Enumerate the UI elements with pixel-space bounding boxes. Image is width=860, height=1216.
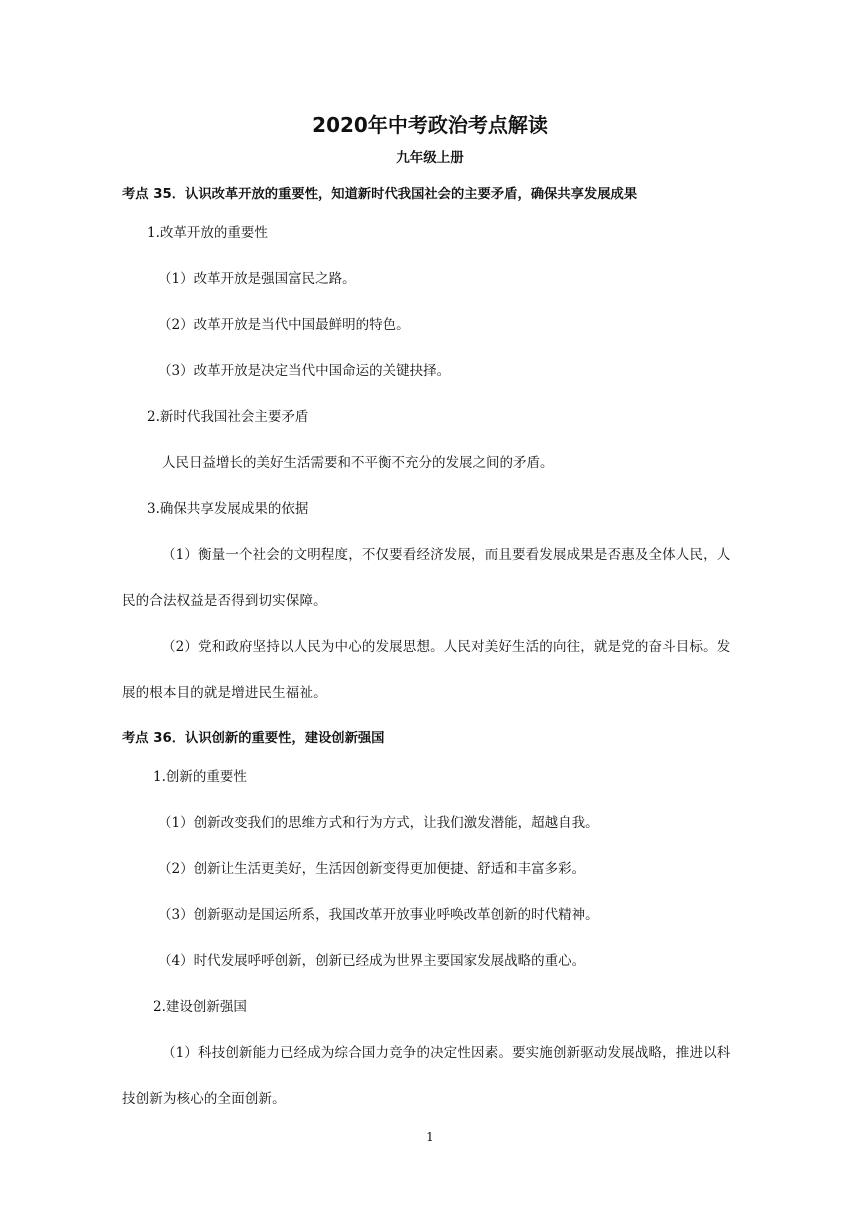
document-title: 2020年中考政治考点解读 (312, 113, 548, 137)
list-item: （1）创新改变我们的思维方式和行为方式，让我们激发潜能，超越自我。 (158, 815, 599, 831)
section-36 (122, 724, 742, 1122)
document-body (122, 180, 742, 1122)
subsection-title: 1.改革开放的重要性 (147, 225, 268, 241)
section-heading: 考点 36．认识创新的重要性，建设创新强国 (122, 731, 385, 746)
list-item: （2）创新让生活更美好，生活因创新变得更加便捷、舒适和丰富多彩。 (158, 861, 586, 877)
list-item: （3）创新驱动是国运所系，我国改革开放事业呼唤改革创新的时代精神。 (158, 907, 599, 923)
list-item: （3）改革开放是决定当代中国命运的关键抉择。 (158, 363, 451, 379)
section-35 (122, 180, 742, 716)
paragraph: 人民日益增长的美好生活需要和不平衡不充分的发展之间的矛盾。 (162, 455, 554, 471)
subsection-title: 1.创新的重要性 (153, 769, 247, 785)
list-item: （1）改革开放是强国富民之路。 (158, 271, 356, 287)
paragraph: （1）科技创新能力已经成为综合国力竞争的决定性因素。要实施创新驱动发展战略，推进以科技创新为核心的全面创新。 (122, 1045, 731, 1107)
subsection-title: 2.新时代我国社会主要矛盾 (147, 409, 309, 425)
document-subtitle: 九年级上册 (396, 150, 464, 166)
list-item: （2）改革开放是当代中国最鲜明的特色。 (158, 317, 410, 333)
page-number: 1 (426, 1130, 434, 1144)
paragraph: （1）衡量一个社会的文明程度，不仅要看经济发展，而且要看发展成果是否惠及全体人民，人民的合法权益是否得到切实保障。 (122, 547, 731, 609)
subsection-title: 2.建设创新强国 (153, 999, 247, 1015)
section-heading: 考点 35．认识改革开放的重要性，知道新时代我国社会的主要矛盾，确保共享发展成果 (122, 187, 638, 202)
list-item: （4）时代发展呼呼创新，创新已经成为世界主要国家发展战略的重心。 (158, 953, 586, 969)
paragraph: （2）党和政府坚持以人民为中心的发展思想。人民对美好生活的向往，就是党的奋斗目标。发展的根本目的就是增进民生福祉。 (122, 639, 731, 701)
subsection-title: 3.确保共享发展成果的依据 (147, 501, 309, 517)
